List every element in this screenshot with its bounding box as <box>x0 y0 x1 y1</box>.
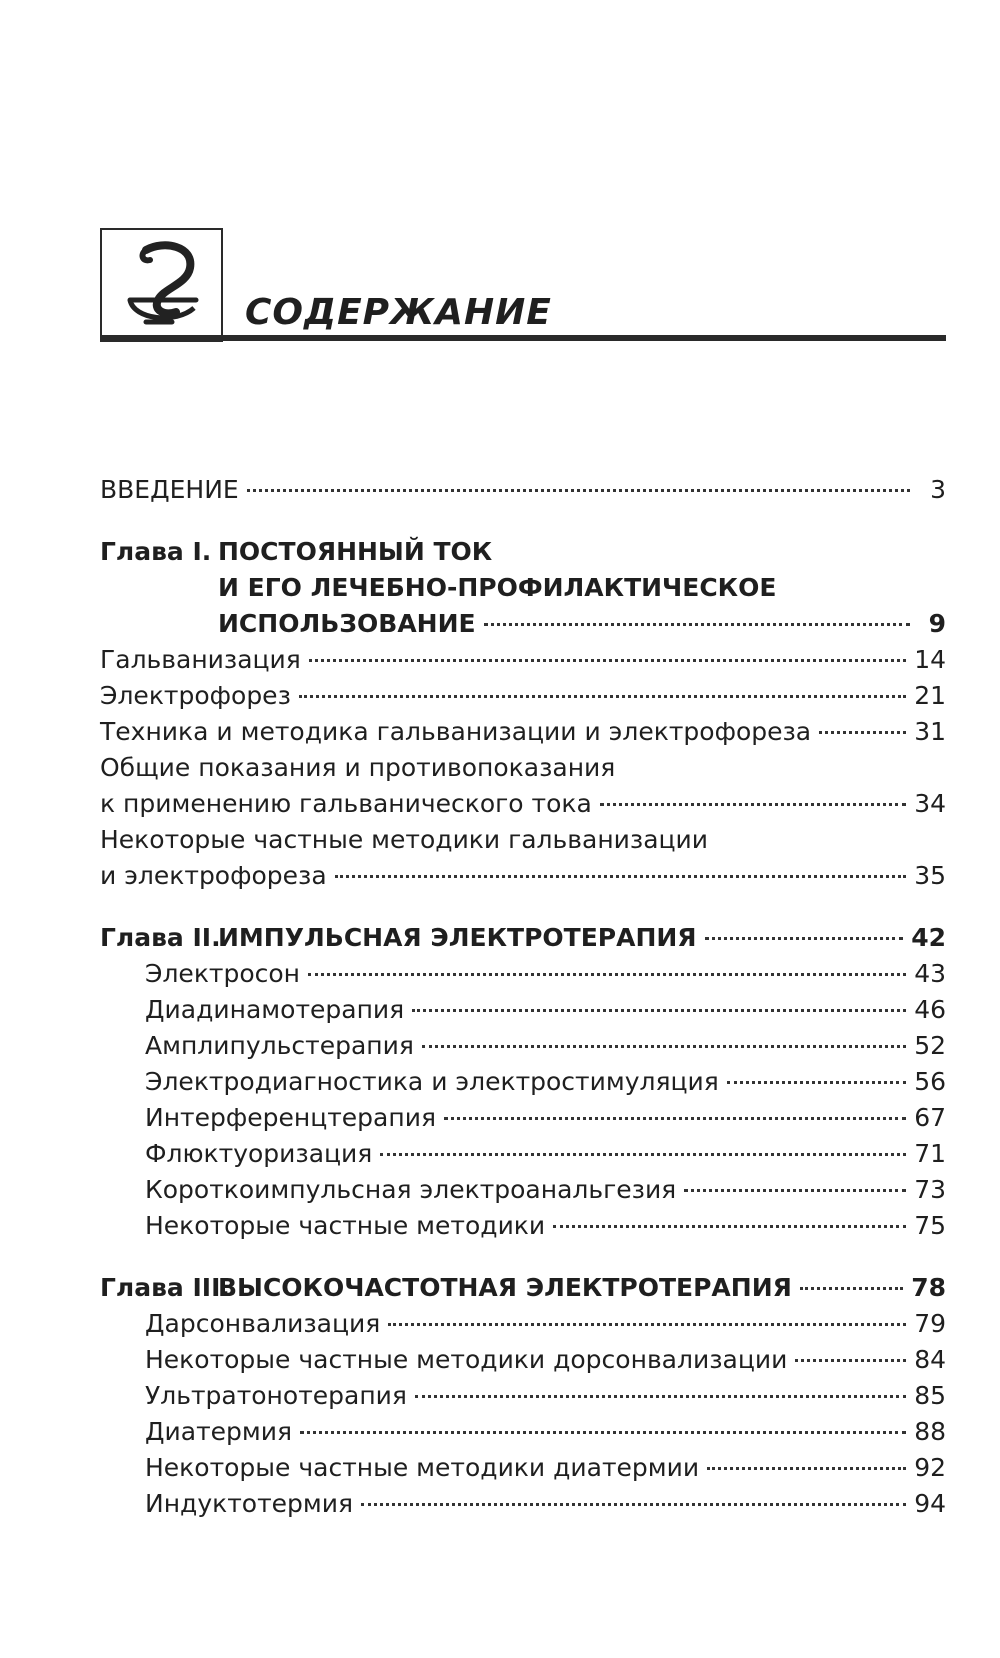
toc-entry-page: 85 <box>914 1381 946 1410</box>
toc-entry-page: 35 <box>914 861 946 890</box>
toc-entry-title: ВВЕДЕНИЕ <box>100 475 239 504</box>
toc-entry-page: 9 <box>928 609 946 638</box>
toc-entry[interactable] <box>100 1028 946 1064</box>
leader-dots <box>299 695 906 698</box>
leader-dots <box>684 1189 906 1192</box>
toc-entry-title: Флюктуоризация <box>145 1139 373 1168</box>
toc-entry-title: Интерференцтерапия <box>145 1103 436 1132</box>
toc-entry[interactable] <box>100 1414 946 1450</box>
chapter-2-heading <box>100 920 697 956</box>
toc-entry-title: Электродиагностика и электростимуляция <box>145 1067 719 1096</box>
toc-entry-page: 78 <box>911 1273 946 1302</box>
toc-entry-chapter-3[interactable] <box>100 1270 946 1306</box>
chapter-3-label: Глава III. <box>100 1273 230 1302</box>
toc-entry-multiline-1[interactable] <box>100 786 946 822</box>
toc-entry[interactable] <box>100 1208 946 1244</box>
toc-entry-multiline-2-line-1[interactable]: Некоторые частные методики гальванизации <box>100 825 709 854</box>
toc-entry-title: Диадинамотерапия <box>145 995 405 1024</box>
leader-dots <box>361 1503 906 1506</box>
logo-box <box>100 228 223 342</box>
toc-entry[interactable] <box>100 1378 946 1414</box>
toc-entry-page: 88 <box>914 1417 946 1446</box>
toc-entry-title: Ультратонотерапия <box>145 1381 407 1410</box>
leader-dots <box>308 973 906 976</box>
toc-entry-page: 46 <box>914 995 946 1024</box>
leader-dots <box>819 731 906 734</box>
toc-entry-title: Амплипульстерапия <box>145 1031 414 1060</box>
toc-entry-page: 75 <box>914 1211 946 1240</box>
toc-entry[interactable] <box>100 992 946 1028</box>
chapter-1-title-line-1: ПОСТОЯННЫЙ ТОК <box>218 537 493 566</box>
chapter-1-heading-line-2 <box>100 570 946 606</box>
toc-entry-title: Дарсонвализация <box>145 1309 381 1338</box>
toc-entry-page: 84 <box>914 1345 946 1374</box>
toc-entry-page: 71 <box>914 1139 946 1168</box>
toc-entry[interactable] <box>100 1450 946 1486</box>
toc-entry-title: Диатермия <box>145 1417 293 1446</box>
chapter-2-label: Глава II. <box>100 923 221 952</box>
chapter-1-title-line-2: И ЕГО ЛЕЧЕБНО-ПРОФИЛАКТИЧЕСКОЕ <box>218 573 777 602</box>
toc-entry-title: Электросон <box>145 959 301 988</box>
toc-entry-page: 79 <box>914 1309 946 1338</box>
leader-dots <box>444 1117 906 1120</box>
toc-entry[interactable] <box>100 1100 946 1136</box>
table-of-contents <box>100 472 946 1522</box>
toc-entry-title: Техника и методика гальванизации и электрофореза <box>100 717 812 746</box>
snake-bowl-icon <box>116 238 208 334</box>
toc-entry[interactable] <box>100 678 946 714</box>
toc-entry-page: 73 <box>914 1175 946 1204</box>
toc-entry-title: Некоторые частные методики <box>145 1211 546 1240</box>
chapter-1-label: Глава I. <box>100 537 212 566</box>
leader-dots <box>600 803 906 806</box>
toc-entry-page: 14 <box>914 645 946 674</box>
toc-entry-title: Некоторые частные методики диатермии <box>145 1453 700 1482</box>
toc-entry-page: 92 <box>914 1453 946 1482</box>
toc-entry-page: 43 <box>914 959 946 988</box>
toc-entry-page: 42 <box>911 923 946 952</box>
toc-entry[interactable] <box>100 642 946 678</box>
leader-dots <box>412 1009 906 1012</box>
toc-entry-page: 21 <box>914 681 946 710</box>
toc-entry[interactable] <box>100 1342 946 1378</box>
chapter-1-title-line-3: ИСПОЛЬЗОВАНИЕ <box>218 609 476 638</box>
leader-dots <box>795 1359 906 1362</box>
leader-dots <box>415 1395 906 1398</box>
toc-entry-title: и электрофореза <box>100 861 327 890</box>
chapter-3-heading <box>100 1270 792 1306</box>
toc-entry-title: Некоторые частные методики дорсонвализации <box>145 1345 788 1374</box>
toc-entry[interactable] <box>100 1064 946 1100</box>
toc-entry-page: 31 <box>914 717 946 746</box>
leader-dots <box>388 1323 906 1326</box>
toc-entry-chapter-1[interactable] <box>100 606 946 642</box>
leader-dots <box>484 623 910 626</box>
leader-dots <box>707 1467 906 1470</box>
leader-dots <box>553 1225 906 1228</box>
toc-entry-title: Короткоимпульсная электроанальгезия <box>145 1175 677 1204</box>
leader-dots <box>422 1045 906 1048</box>
toc-entry-page: 94 <box>914 1489 946 1518</box>
toc-entry-page: 34 <box>914 789 946 818</box>
leader-dots <box>727 1081 906 1084</box>
toc-entry-intro[interactable] <box>100 472 946 508</box>
toc-entry[interactable] <box>100 1172 946 1208</box>
toc-entry-title: Электрофорез <box>100 681 291 710</box>
page-title: СОДЕРЖАНИЕ <box>245 292 552 333</box>
toc-entry-title: Гальванизация <box>100 645 301 674</box>
toc-entry-page: 3 <box>930 475 946 504</box>
leader-dots <box>335 875 907 878</box>
toc-entry-multiline-2[interactable] <box>100 858 946 894</box>
toc-entry-chapter-2[interactable] <box>100 920 946 956</box>
toc-entry-page: 67 <box>914 1103 946 1132</box>
chapter-2-title: ИМПУЛЬСНАЯ ЭЛЕКТРОТЕРАПИЯ <box>218 923 697 952</box>
toc-entry[interactable] <box>100 1306 946 1342</box>
leader-dots <box>309 659 906 662</box>
leader-dots <box>380 1153 906 1156</box>
leader-dots <box>705 937 904 940</box>
toc-entry-multiline-1-line-1[interactable]: Общие показания и противопоказания <box>100 753 616 782</box>
header-rule <box>100 335 946 341</box>
toc-entry[interactable] <box>100 956 946 992</box>
toc-entry[interactable] <box>100 714 946 750</box>
toc-entry-page: 52 <box>914 1031 946 1060</box>
toc-entry-title: Индуктотермия <box>145 1489 354 1518</box>
leader-dots <box>800 1287 903 1290</box>
toc-entry[interactable] <box>100 1486 946 1522</box>
leader-dots <box>247 489 910 492</box>
toc-entry-page: 56 <box>914 1067 946 1096</box>
leader-dots <box>300 1431 906 1434</box>
toc-entry-title: к применению гальванического тока <box>100 789 592 818</box>
chapter-3-title: ВЫСОКОЧАСТОТНАЯ ЭЛЕКТРОТЕРАПИЯ <box>218 1273 792 1302</box>
toc-entry[interactable] <box>100 1136 946 1172</box>
chapter-1-heading-line-1 <box>100 534 946 570</box>
section-header <box>100 228 946 350</box>
